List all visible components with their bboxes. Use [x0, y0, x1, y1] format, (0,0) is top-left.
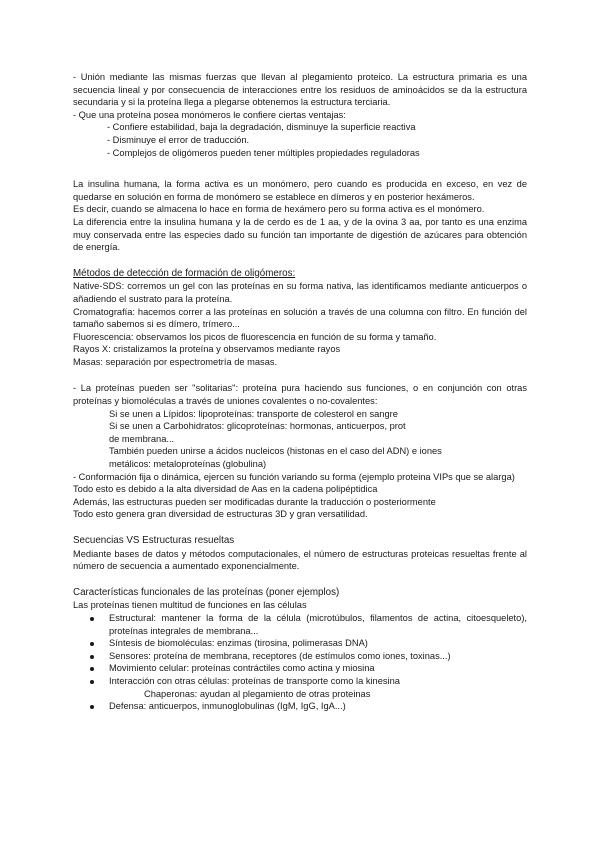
funcion-text: Movimiento celular: proteínas contráctiles como actina y miosina — [109, 663, 375, 674]
union-carbohidratos: Si se unen a Carbohidratos: glicoproteínas: hormonas, anticuerpos, prot de membrana... — [109, 421, 406, 444]
list-item — [73, 662, 527, 675]
funcion-text: Defensa: anticuerpos, inmunoglobulinas (IgM, IgG, IgA...) — [109, 701, 346, 712]
ventaja-item: - Disminuye el error de traducción. — [107, 134, 250, 145]
paragraph-conformacion: - Conformación fija o dinámica, ejercen su función variando su forma (ejemplo proteina VIPs que se alarga) — [73, 471, 515, 482]
heading-secuencias: Secuencias VS Estructuras resueltas — [73, 535, 235, 546]
bullet-icon — [90, 680, 94, 684]
metodo-item: Cromatografía: hacemos correr a las proteínas en solución a través de una columna con filtro. En función del tamaño sabemos si es dímero, trímero... — [73, 306, 527, 330]
bullet-icon — [90, 642, 94, 646]
paragraph-solitarias: - La proteínas pueden ser "solitarias": proteína pura haciendo sus funciones, o en conjunción con otras proteínas y biomoléculas a través de uniones covalentes o no-covalentes: — [73, 383, 527, 407]
union-acidos-nucleicos: También pueden unirse a ácidos nucleicos (histonas en el caso del ADN) e iones metálicos: metaloproteínas (globulina) — [109, 446, 442, 470]
list-item — [73, 650, 527, 663]
funcion-text: Estructural: mantener la forma de la célula (microtúbulos, filamentos de actina, citoesqueleto), proteínas integrales de membrana... — [109, 612, 527, 636]
paragraph-insulina-3: La diferencia entre la insulina humana y la de cerdo es de 1 aa, y de la ovina 3 aa, por tanto es una enzima muy conservada entre las especies dado su función tan importante de digestión de azúcares para obtención de energía. — [73, 216, 527, 253]
paragraph-diversidad-aas: Todo esto es debido a la alta diversidad de Aas en la cadena polipéptidica — [73, 484, 378, 495]
heading-caracteristicas: Características funcionales de las proteínas (poner ejemplos) — [73, 586, 340, 598]
paragraph-secuencias: Mediante bases de datos y métodos computacionales, el número de estructuras proteicas resueltas frente al número de secuencia a aumentado exponencialmente. — [73, 548, 527, 572]
list-item — [73, 675, 527, 688]
paragraph-insulina-2: Es decir, cuando se almacena lo hace en forma de hexámero pero su forma activa es el monómero. — [73, 204, 485, 215]
funcion-text: Síntesis de biomoléculas: enzimas (tirosina, polimerasas DNA) — [109, 638, 368, 649]
paragraph-union-fuerzas: - Unión mediante las mismas fuerzas que llevan al plegamiento proteico. La estructura primaria es una secuencia lineal y por consecuencia de interacciones entre los residuos de aminoácidos se da la estructura secundaria y si la proteína llega a plegarse obtenemos la estructura terciaria. — [73, 72, 527, 108]
ventaja-item: - Complejos de oligómeros pueden tener múltiples propiedades reguladoras — [107, 147, 420, 158]
funcion-text: Interacción con otras células: proteínas de transporte como la kinesina — [109, 675, 400, 686]
chaperonas-subitem: Chaperonas: ayudan al plegamiento de otras proteinas — [144, 688, 371, 699]
bullet-icon — [90, 667, 94, 671]
paragraph-funciones-intro: Las proteínas tienen multitud de funciones en las células — [73, 600, 307, 611]
paragraph-versatilidad: Todo esto genera gran diversidad de estructuras 3D y gran versatilidad. — [73, 509, 368, 520]
list-item — [73, 637, 527, 650]
paragraph-modificaciones: Además, las estructuras pueden ser modificadas durante la traducción o posteriormente — [73, 496, 436, 507]
metodo-item: Rayos X: cristalizamos la proteína y observamos mediante rayos — [73, 344, 341, 355]
funciones-list — [73, 612, 527, 688]
paragraph-insulina-1: La insulina humana, la forma activa es un monómero, pero cuando es producida en exceso, en vez de quedarse en solución en forma de monómero se establece en dímeros y en posterior hexámeros. — [73, 179, 527, 202]
bullet-icon — [90, 655, 94, 659]
document-body — [73, 71, 527, 713]
list-item — [73, 700, 527, 713]
bullet-icon — [90, 617, 94, 621]
metodo-item: Masas: separación por espectrometría de masas. — [73, 356, 278, 367]
union-lipidos: Si se unen a Lípidos: lipoproteínas: transporte de colesterol en sangre — [109, 408, 398, 419]
funciones-list-defensa — [73, 700, 527, 713]
funcion-text: Sensores: proteína de membrana, receptores (de estímulos como iones, toxinas...) — [109, 650, 451, 661]
paragraph-ventajas-intro: - Que una proteína posea monómeros le confiere ciertas ventajas: — [73, 109, 346, 120]
bullet-icon — [90, 705, 94, 709]
list-item — [73, 612, 527, 637]
metodo-item: Native-SDS: corremos un gel con las proteínas en su forma nativa, las identificamos mediante anticuerpos o añadiendo el sustrato para la proteína. — [73, 281, 527, 304]
ventaja-item: - Confiere estabilidad, baja la degradación, disminuye la superficie reactiva — [107, 122, 416, 133]
heading-metodos: Métodos de detección de formación de oligómeros: — [73, 267, 296, 279]
metodo-item: Fluorescencia: observamos los picos de fluorescencia en función de su forma y tamaño. — [73, 331, 437, 342]
